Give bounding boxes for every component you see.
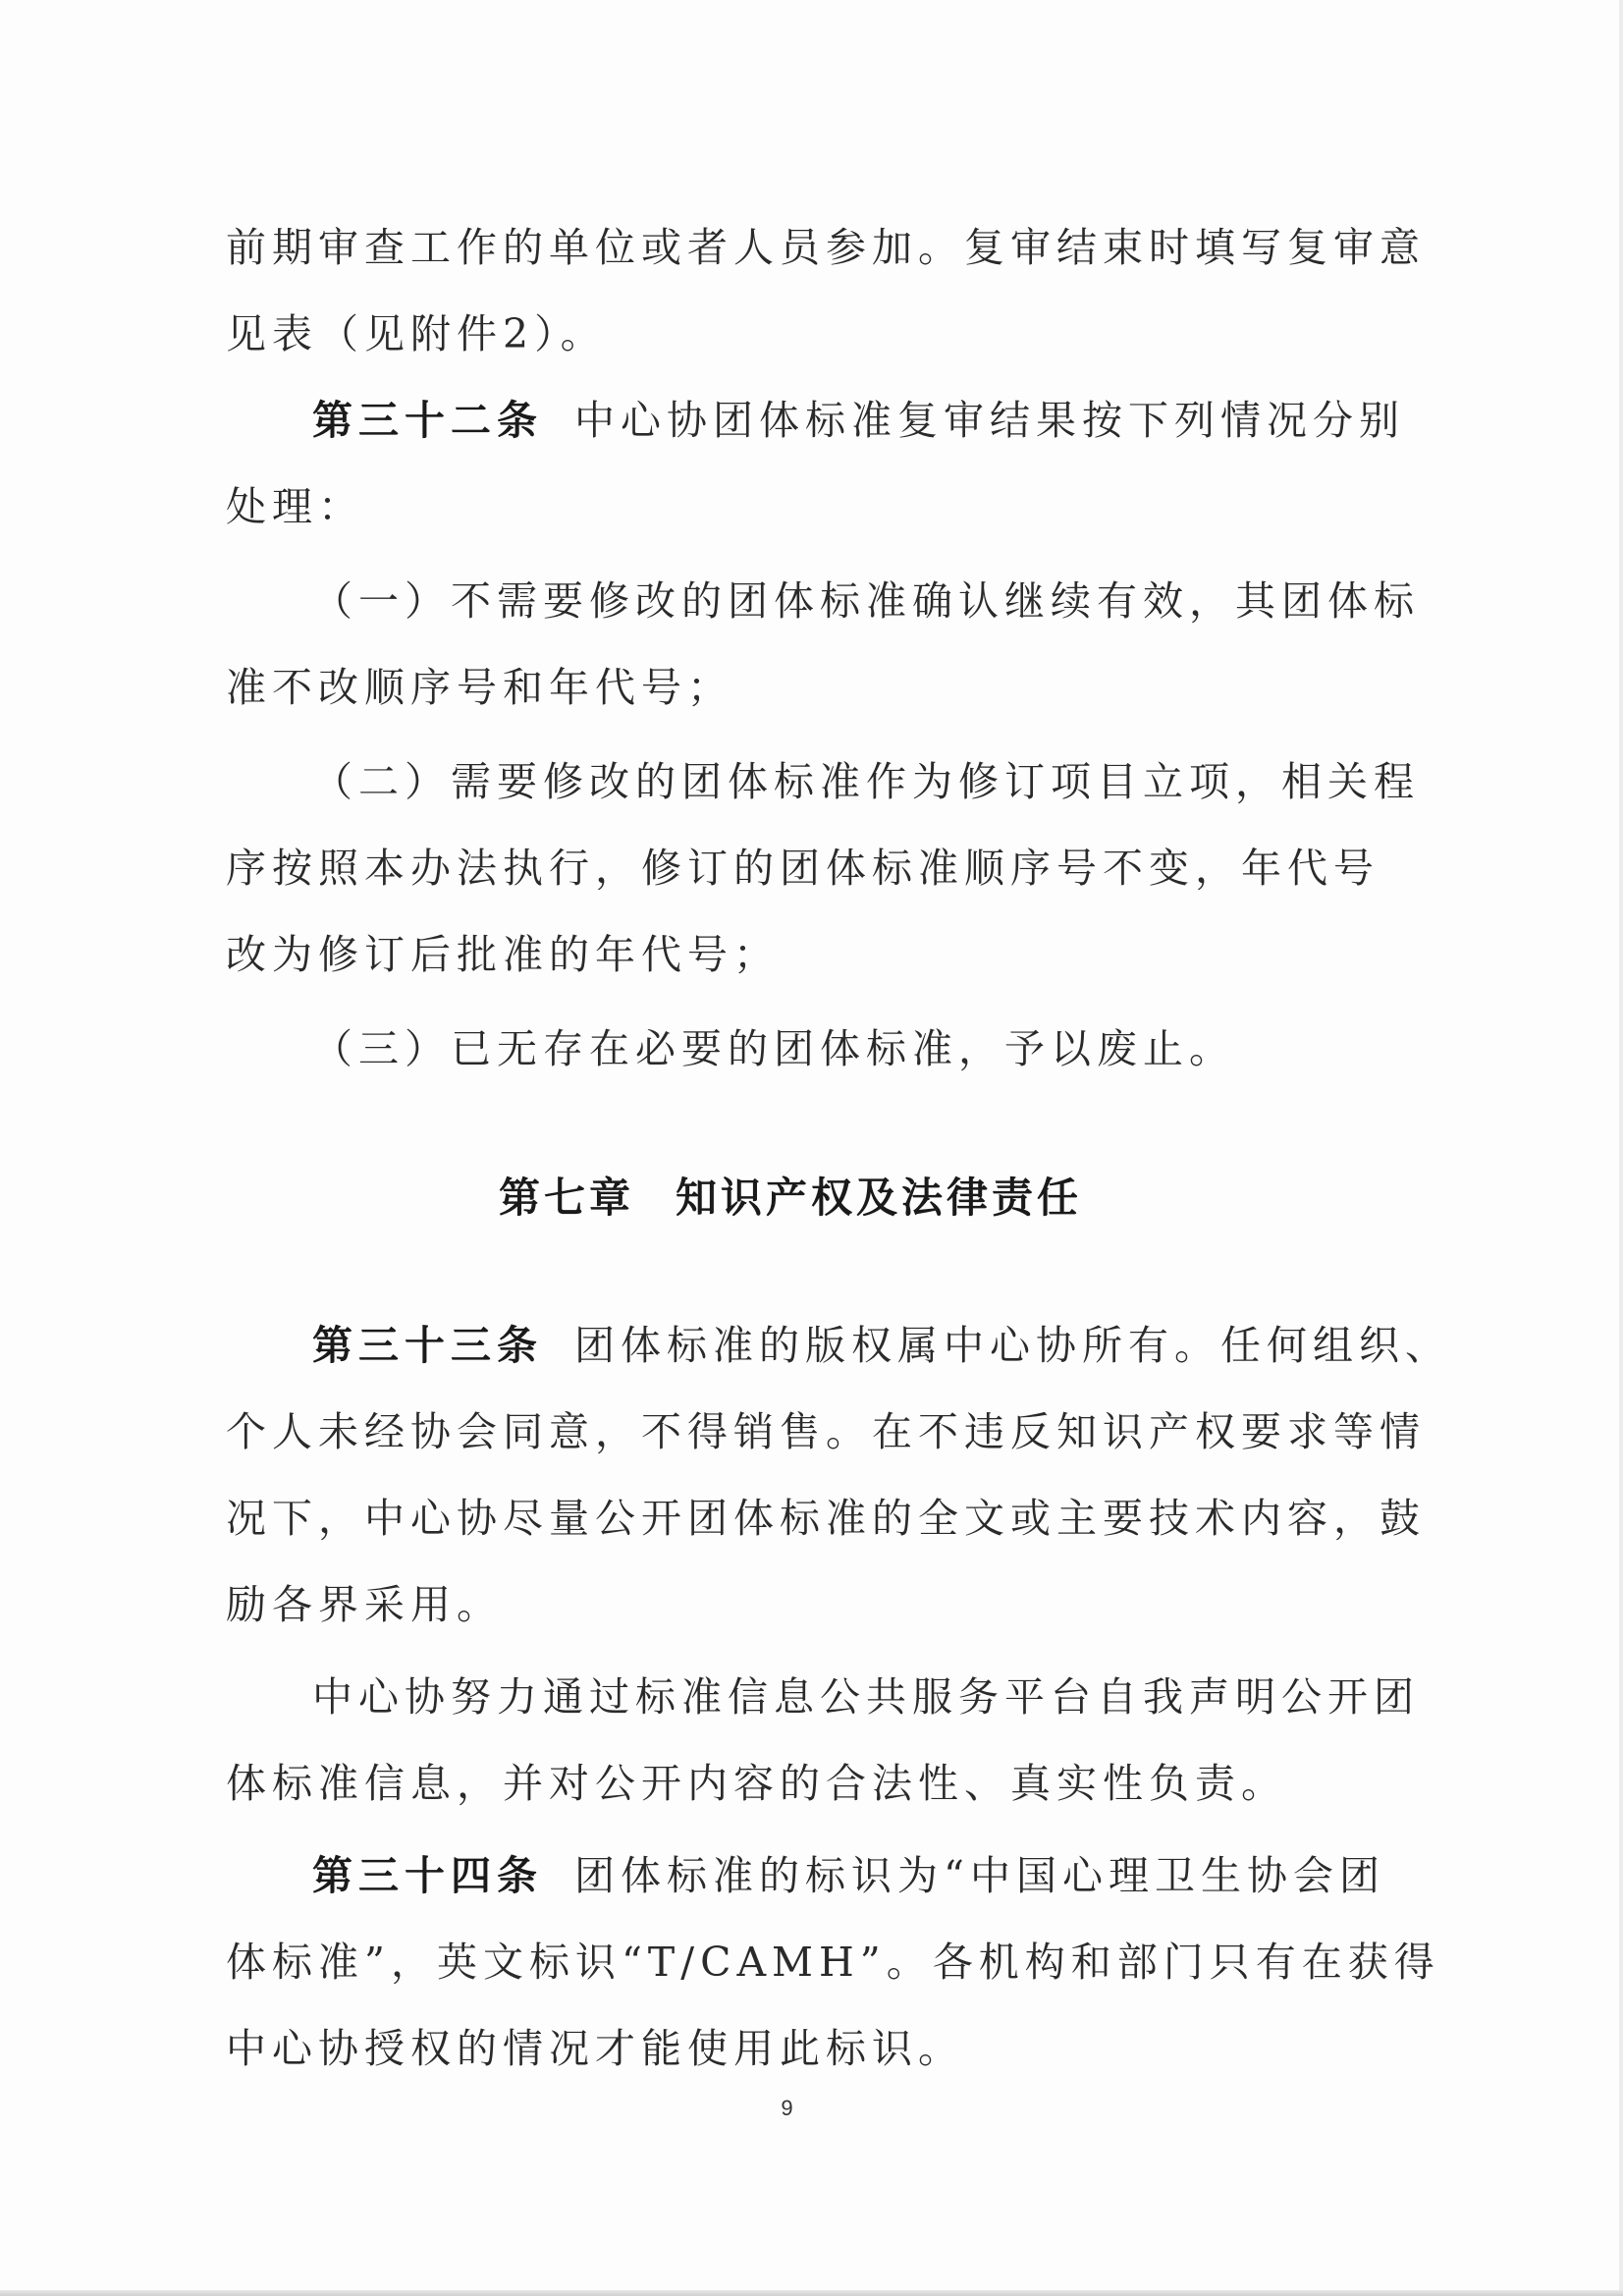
- scan-edge: [0, 2290, 1623, 2296]
- article-32-text: 中心协团体标准复审结果按下列情况分别: [574, 397, 1405, 444]
- article-32-title: 第三十二条: [312, 397, 543, 444]
- list-item-3: （三）已无存在必要的团体标准，予以废止。: [312, 1025, 1235, 1072]
- paragraph-line: 序按照本办法执行，修订的团体标准顺序号不变，年代号: [226, 845, 1380, 892]
- chapter-title: 知识产权及法律责任: [676, 1174, 1083, 1222]
- paragraph-line: 前期审查工作的单位或者人员参加。复审结束时填写复审意: [226, 224, 1426, 271]
- article-34-line: [226, 1832, 1385, 1919]
- paragraph-line: 改为修订后批准的年代号；: [226, 931, 780, 978]
- page-body: [226, 204, 1451, 2092]
- article-33-line: [226, 1302, 1451, 1389]
- paragraph-line: 体标准信息，并对公开内容的合法性、真实性负责。: [226, 1760, 1287, 1807]
- list-item-2: （二）需要修改的团体标准作为修订项目立项，相关程: [312, 758, 1420, 805]
- list-item-1: （一）不需要修改的团体标准确认继续有效，其团体标: [312, 577, 1420, 625]
- paragraph-line: 个人未经协会同意，不得销售。在不违反知识产权要求等情: [226, 1408, 1426, 1455]
- article-33-text: 团体标准的版权属中心协所有。任何组织、: [574, 1322, 1451, 1369]
- paragraph-line: 励各界采用。: [226, 1581, 503, 1628]
- paragraph-line: 中心协授权的情况才能使用此标识。: [226, 2025, 964, 2072]
- paragraph-line: 准不改顺序号和年代号；: [226, 664, 733, 711]
- scan-edge: [1619, 0, 1623, 2296]
- chapter-number: 第七章: [498, 1174, 634, 1222]
- article-34-title: 第三十四条: [312, 1852, 543, 1899]
- paragraph-line: 中心协努力通过标准信息公共服务平台自我声明公开团: [312, 1673, 1420, 1721]
- page-number: 9: [781, 2096, 793, 2120]
- article-34-text: 团体标准的标识为“中国心理卫生协会团: [574, 1852, 1385, 1899]
- article-32-line: [226, 377, 1405, 464]
- paragraph-line: 体标准”，英文标识“T/CAMH”。各机构和部门只有在获得: [226, 1939, 1440, 1986]
- chapter-heading: [226, 1155, 1355, 1241]
- paragraph-line: 见表（见附件2）。: [226, 310, 607, 357]
- article-33-title: 第三十三条: [312, 1322, 543, 1369]
- paragraph-line: 处理：: [226, 483, 364, 530]
- paragraph-line: 况下，中心协尽量公开团体标准的全文或主要技术内容，鼓: [226, 1495, 1426, 1542]
